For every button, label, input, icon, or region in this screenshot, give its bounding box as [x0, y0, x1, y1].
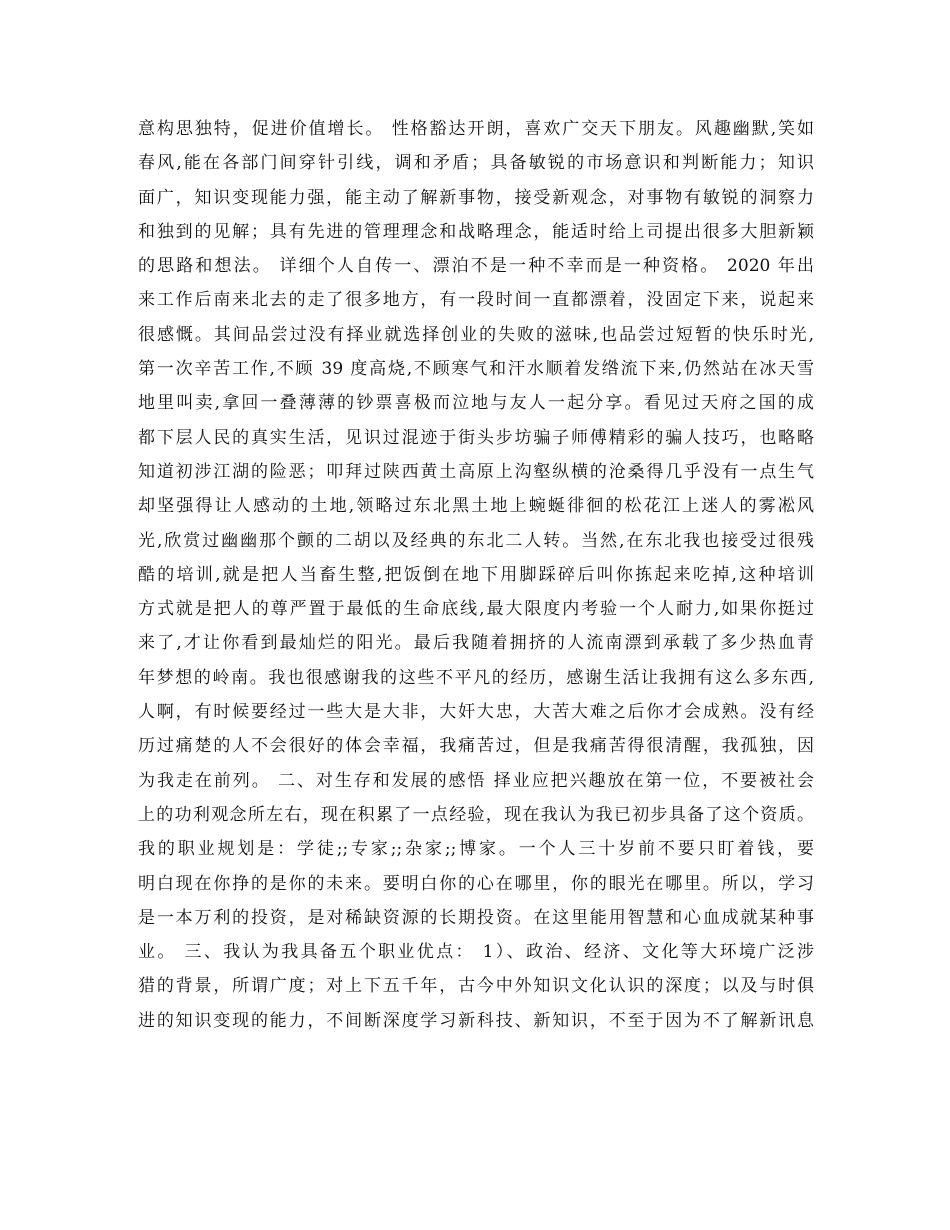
text-line: 酷的培训,就是把人当畜生整,把饭倒在地下用脚踩碎后叫你拣起来吃掉,这种培训: [138, 564, 814, 585]
text-line: 第一次辛苦工作,不顾 39 度高烧,不顾寒气和汗水顺着发绺流下来,仍然站在冰天雪: [138, 359, 814, 380]
text-line: 为我走在前列。 二、对生存和发展的感悟 择业应把兴趣放在第一位，不要被社会: [138, 770, 814, 791]
text-line: 知道初涉江湖的险恶；叩拜过陕西黄土高原上沟壑纵横的沧桑得几乎没有一点生气: [138, 461, 814, 482]
text-line: 春风,能在各部门间穿针引线，调和矛盾；具备敏锐的市场意识和判断能力；知识: [138, 153, 814, 174]
text-line: 光,欣赏过幽幽那个颤的二胡以及经典的东北二人转。当然,在东北我也接受过很残: [138, 530, 814, 551]
text-line: 来工作后南来北去的走了很多地方，有一段时间一直都漂着，没固定下来，说起来: [138, 290, 814, 311]
text-line: 地里叫卖,拿回一叠薄薄的钞票喜极而泣地与友人一起分享。看见过天府之国的成: [138, 393, 814, 414]
text-line: 我的职业规划是：学徒;;专家;;杂家;;博家。一个人三十岁前不要只盯着钱，要: [138, 839, 814, 860]
text-line: 面广，知识变现能力强，能主动了解新事物，接受新观念，对事物有敏锐的洞察力: [138, 187, 814, 208]
text-line: 来了,才让你看到最灿烂的阳光。最后我随着拥挤的人流南漂到承载了多少热血青: [138, 633, 814, 654]
text-line: 方式就是把人的尊严置于最低的生命底线,最大限度内考验一个人耐力,如果你挺过: [138, 599, 814, 620]
text-line: 很感慨。其间品尝过没有择业就选择创业的失败的滋味,也品尝过短暂的快乐时光,: [138, 324, 814, 345]
text-line: 意构思独特，促进价值增长。 性格豁达开朗，喜欢广交天下朋友。风趣幽默,笑如: [138, 119, 814, 139]
text-line: 是一本万利的投资，是对稀缺资源的长期投资。在这里能用智慧和心血成就某种事: [138, 907, 814, 928]
text-line: 和独到的见解；具有先进的管理理念和战略理念，能适时给上司提出很多大胆新颖: [138, 221, 814, 242]
text-line: 人啊，有时候要经过一些大是大非，大奸大忠，大苦大难之后你才会成熟。没有经: [138, 702, 814, 723]
text-line: 都下层人民的真实生活，见识过混迹于街头步坊骗子师傅精彩的骗人技巧，也略略: [138, 427, 814, 448]
text-line: 明白现在你挣的是你的未来。要明白你的心在哪里，你的眼光在哪里。所以，学习: [138, 873, 814, 894]
text-line: 猎的背景，所谓广度；对上下五千年，古今中外知识文化认识的深度；以及与时俱: [138, 976, 814, 997]
text-line: 进的知识变现的能力，不间断深度学习新科技、新知识，不至于因为不了解新讯息: [138, 1010, 814, 1031]
text-line: 历过痛楚的人不会很好的体会幸福，我痛苦过，但是我痛苦得很清醒，我孤独，因: [138, 736, 814, 757]
text-line: 却坚强得让人感动的土地,领略过东北黑土地上蜿蜒徘徊的松花江上迷人的雾凇风: [138, 496, 814, 517]
body-text: [138, 112, 814, 1038]
text-line: 业。 三、我认为我具备五个职业优点： 1）、政治、经济、文化等大环境广泛涉: [138, 942, 814, 963]
text-line: 年梦想的岭南。我也很感谢我的这些不平凡的经历，感谢生活让我拥有这么多东西,: [138, 667, 814, 688]
text-line: 上的功利观念所左右，现在积累了一点经验，现在我认为我已初步具备了这个资质。: [138, 804, 814, 825]
text-line: 的思路和想法。 详细个人自传一、漂泊不是一种不幸而是一种资格。 2020 年出: [138, 256, 814, 277]
